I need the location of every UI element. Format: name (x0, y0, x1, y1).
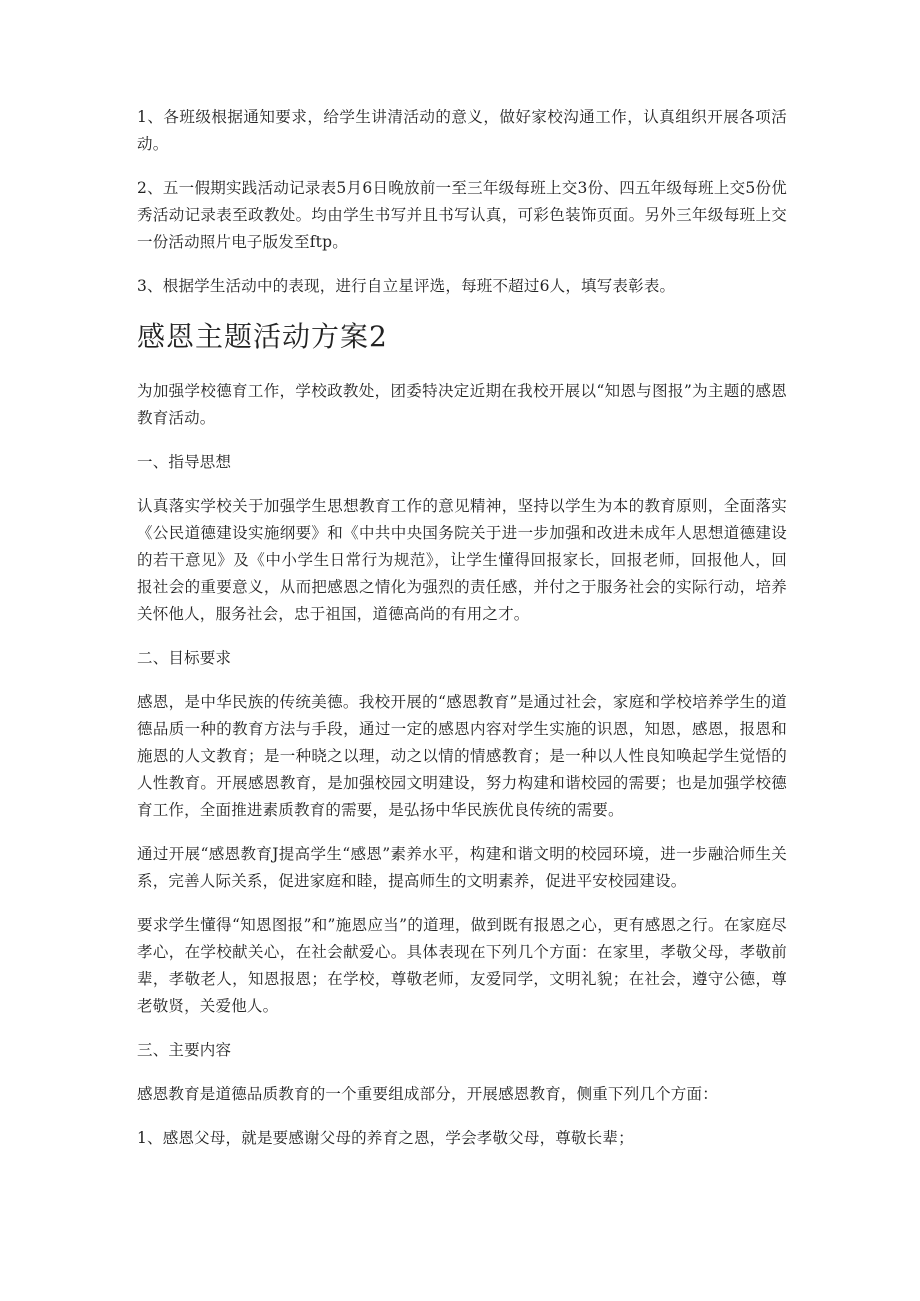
section-1-body: 认真落实学校关于加强学生思想教育工作的意见精神，坚持以学生为本的教育原则，全面落实《公民道德建设实施纲要》和《中共中央国务院关于进一步加强和改进未成年人思想道德建设的若干意见》及《中小学生日常行为规范》，让学生懂得回报家长，回报老师，回报他人，回报社会的重要意义，从而把感恩之情化为强烈的责任感，并付之于服务社会的实际行动，培养关怀他人，服务社会，忠于祖国，道德高尚的有用之才。 (137, 497, 787, 623)
section-3-item-1: 1、感恩父母，就是要感谢父母的养育之恩，学会孝敬父母，尊敬长辈； (137, 1129, 634, 1147)
opening-paragraph: 为加强学校德育工作，学校政教处，团委特决定近期在我校开展以“知恩与图报”为主题的感恩教育活动。 (137, 382, 787, 427)
section-2-heading: 二、目标要求 (137, 649, 232, 667)
document-title: 感恩主题活动方案2 (137, 320, 388, 353)
section-2-paragraph-2: 通过开展“感恩教育J提高学生“感恩”素养水平，构建和谐文明的校园环境，进一步融洽师生关系，完善人际关系，促进家庭和睦，提高师生的文明素养，促进平安校园建设。 (137, 845, 787, 890)
intro-item-3: 3、根据学生活动中的表现，进行自立星评选，每班不超过6人，填写表彰表。 (137, 277, 676, 295)
section-3-heading: 三、主要内容 (137, 1041, 232, 1059)
section-2-paragraph-3: 要求学生懂得“知恩图报”和”施恩应当”的道理，做到既有报恩之心，更有感恩之行。在家庭尽孝心，在学校献关心，在社会献爱心。具体表现在下列几个方面：在家里，孝敬父母，孝敬前辈，孝敬老人，知恩报恩；在学校，尊敬老师，友爱同学，文明礼貌；在社会，遵守公德，尊老敬贤，关爱他人。 (137, 916, 787, 1015)
intro-item-1: 1、各班级根据通知要求，给学生讲清活动的意义，做好家校沟通工作，认真组织开展各项活动。 (137, 108, 787, 153)
section-2-paragraph-1: 感恩，是中华民族的传统美德。我校开展的“感恩教育”是通过社会，家庭和学校培养学生的道德品质一种的教育方法与手段，通过一定的感恩内容对学生实施的识恩，知恩，感恩，报恩和施恩的人文教育；是一种晓之以理，动之以情的情感教育；是一种以人性良知唤起学生觉悟的人性教育。开展感恩教育，是加强校园文明建设，努力构建和谐校园的需要；也是加强学校德育工作，全面推进素质教育的需要，是弘扬中华民族优良传统的需要。 (137, 693, 787, 819)
section-1-heading: 一、指导思想 (137, 453, 232, 471)
intro-item-2: 2、五一假期实践活动记录表5月6日晚放前一至三年级每班上交3份、四五年级每班上交5份优秀活动记录表至政教处。均由学生书写并且书写认真，可彩色装饰页面。另外三年级每班上交一份活动照片电子版发至ftp。 (137, 179, 787, 251)
document-page (137, 104, 787, 1169)
section-3-body: 感恩教育是道德品质教育的一个重要组成部分，开展感恩教育，侧重下列几个方面： (137, 1085, 718, 1103)
